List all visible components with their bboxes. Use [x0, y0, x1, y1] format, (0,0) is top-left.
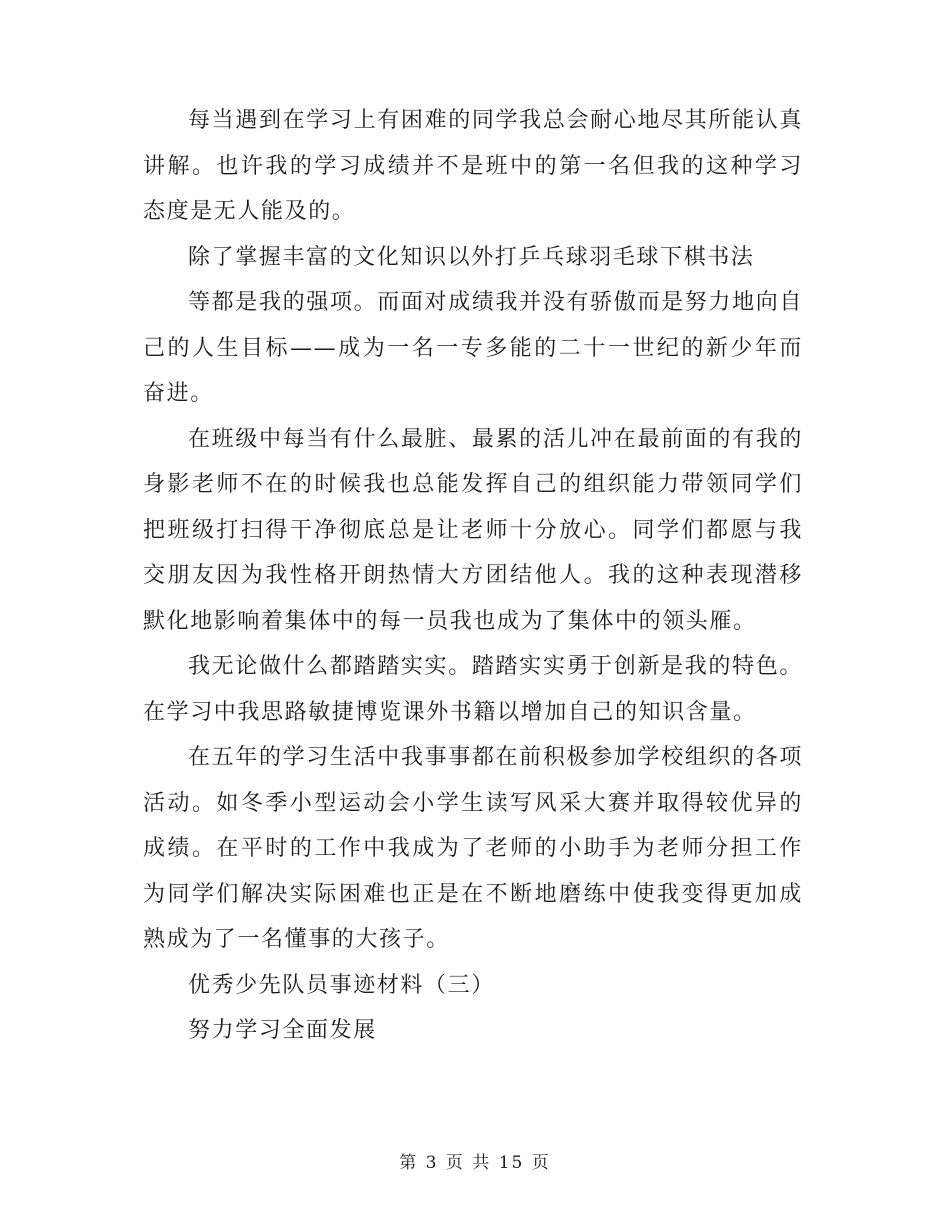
paragraph: 在班级中每当有什么最脏、最累的活儿冲在最前面的有我的身影老师不在的时候我也总能发挥自己的组织能力带领同学们把班级打扫得干净彻底总是让老师十分放心。同学们都愿与我交朋友因为我性格开朗热情大方团结他人。我的这种表现潜移默化地影响着集体中的每一员我也成为了集体中的领头雁。 — [143, 426, 803, 634]
paragraph: 等都是我的强项。而面对成绩我并没有骄傲而是努力地向自己的人生目标——成为一名一专多能的二十一世纪的新少年而奋进。 — [143, 290, 803, 406]
section-heading: 优秀少先队员事迹材料（三） — [188, 972, 495, 998]
paragraph: 除了掌握丰富的文化知识以外打乒乓球羽毛球下棋书法 — [188, 244, 755, 270]
paragraph: 每当遇到在学习上有困难的同学我总会耐心地尽其所能认真讲解。也许我的学习成绩并不是班中的第一名但我的这种学习态度是无人能及的。 — [143, 108, 803, 224]
section-subheading: 努力学习全面发展 — [188, 1018, 377, 1043]
document-body — [143, 98, 803, 1054]
page-number-footer: 第 3 页 共 15 页 — [399, 1153, 551, 1173]
paragraph: 我无论做什么都踏踏实实。踏踏实实勇于创新是我的特色。在学习中我思路敏捷博览课外书籍以增加自己的知识含量。 — [143, 654, 803, 725]
paragraph: 在五年的学习生活中我事事都在前积极参加学校组织的各项活动。如冬季小型运动会小学生读写风采大赛并取得较优异的成绩。在平时的工作中我成为了老师的小助手为老师分担工作为同学们解决实际困难也正是在不断地磨练中使我变得更加成熟成为了一名懂事的大孩子。 — [143, 745, 803, 952]
